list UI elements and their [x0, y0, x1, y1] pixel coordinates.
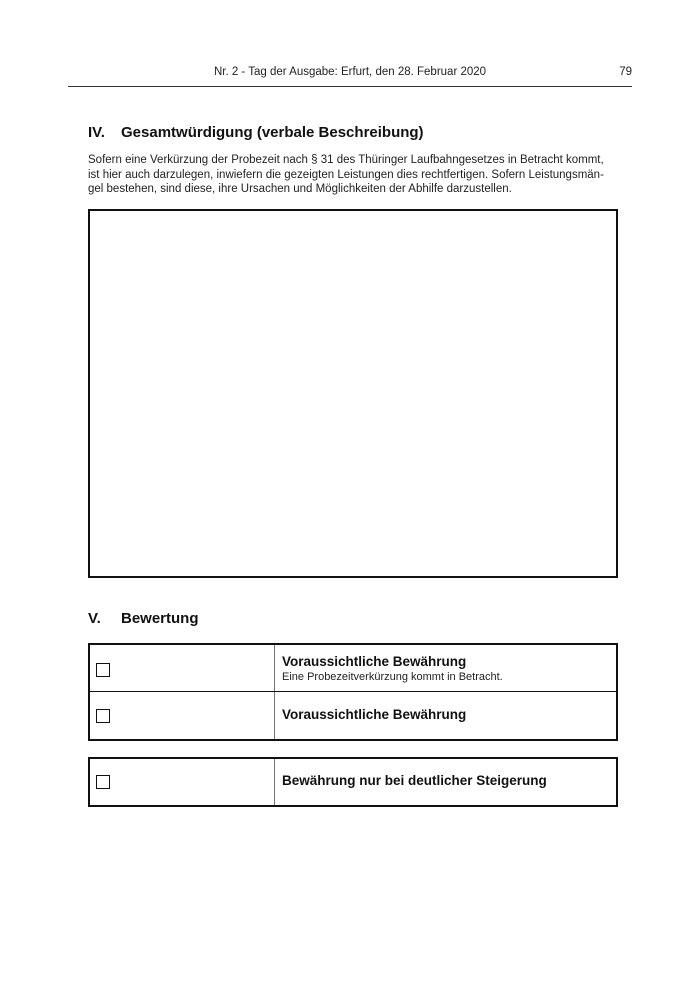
- rating-label-cell: [275, 692, 616, 739]
- page-header: [68, 64, 632, 87]
- instruction-line: Sofern eine Verkürzung der Probezeit nach § 31 des Thüringer Laufbahngesetzes in Betracht kommt,: [88, 154, 604, 166]
- section-v-title: Bewertung: [121, 610, 199, 627]
- rating-table-positive: [88, 643, 618, 741]
- rating-row: [90, 645, 616, 692]
- section-v-heading: [88, 610, 199, 627]
- section-v-number: V.: [88, 610, 101, 627]
- rating-table-conditional: [88, 757, 618, 807]
- assessment-text-area[interactable]: [88, 209, 618, 578]
- rating-label-cell: [275, 645, 616, 691]
- section-iv-heading: [88, 124, 424, 141]
- rating-option-title: Voraussichtliche Bewährung: [282, 654, 467, 669]
- rating-option-subtitle: Eine Probezeitverkürzung kommt in Betracht.: [282, 671, 503, 683]
- section-iv-number: IV.: [88, 124, 105, 141]
- rating-label-cell: [275, 759, 616, 805]
- checkbox-cell: [90, 759, 275, 805]
- header-text: Nr. 2 - Tag der Ausgabe: Erfurt, den 28. Februar 2020: [213, 66, 487, 78]
- instruction-line: gel bestehen, sind diese, ihre Ursachen und Möglichkeiten der Abhilfe darzustellen.: [88, 183, 512, 195]
- checkbox-cell: [90, 692, 275, 739]
- rating-option-title: Voraussichtliche Bewährung: [282, 707, 467, 722]
- rating-option-title: Bewährung nur bei deutlicher Steigerung: [282, 773, 547, 788]
- checkbox-bewaehrung[interactable]: [96, 709, 110, 723]
- rating-row: [90, 692, 616, 739]
- checkbox-cell: [90, 645, 275, 691]
- instruction-line: ist hier auch darzulegen, inwiefern die gezeigten Leistungen dies rechtfertigen. Sofern Leistungsmän-: [88, 168, 604, 181]
- section-iv-instructions: [88, 153, 618, 197]
- section-iv-title: Gesamtwürdigung (verbale Beschreibung): [121, 124, 424, 141]
- checkbox-bewaehrung-verkuerzung[interactable]: [96, 663, 110, 677]
- checkbox-bewaehrung-steigerung[interactable]: [96, 775, 110, 789]
- rating-row: [90, 759, 616, 805]
- page-number: 79: [619, 66, 632, 78]
